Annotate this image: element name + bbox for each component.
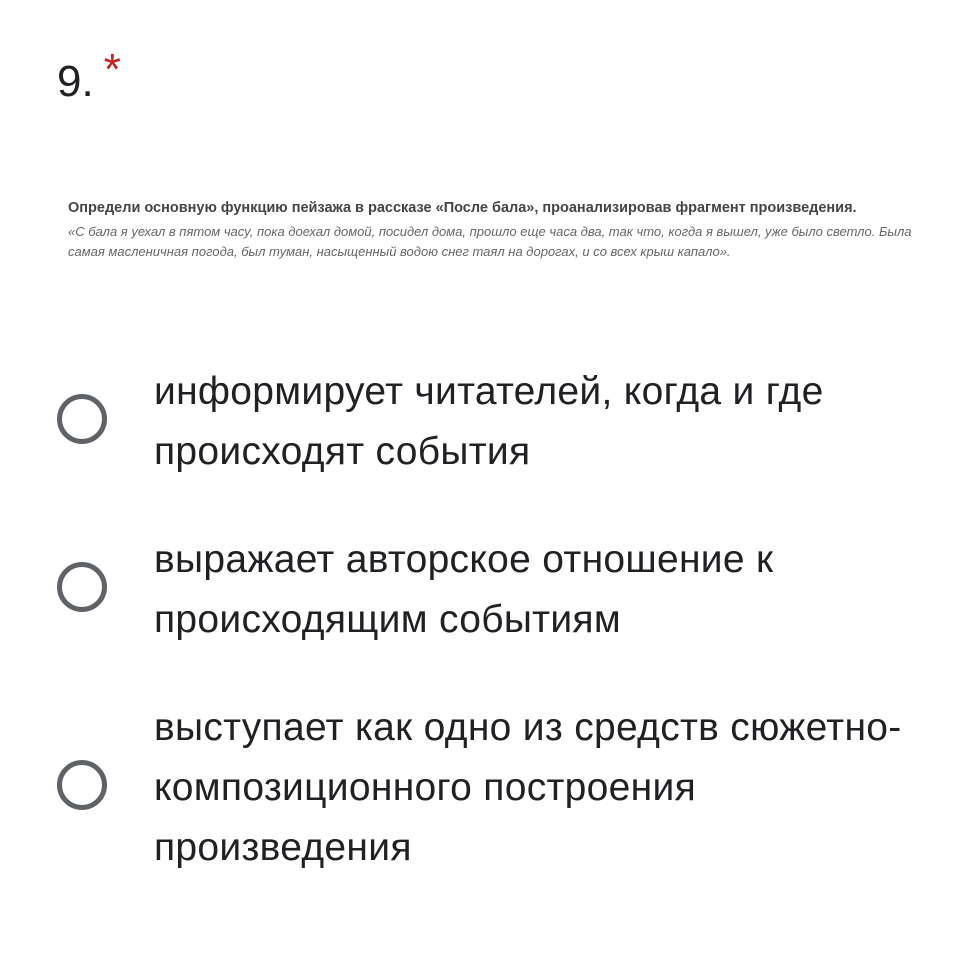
answer-option-3[interactable]: [0, 698, 972, 928]
answer-option-label-3[interactable]: выступает как одно из средств сюжетно-композиционного построения произведения: [154, 706, 902, 869]
radio-button-3[interactable]: [57, 760, 107, 810]
radio-button-2[interactable]: [57, 562, 107, 612]
answer-option-label-2[interactable]: выражает авторское отношение к происходящим событиям: [154, 538, 774, 641]
answer-option-2[interactable]: [0, 530, 972, 698]
question-quote: «С бала я уехал в пятом часу, пока доехал домой, посидел дома, прошло еще часа два, так что, когда я вышел, уже было светло. Была самая масленичная погода, был туман, насыщенный водою снег таял на дорогах, и со всех крыш капало».: [68, 224, 912, 259]
question-image: [68, 198, 928, 261]
question-number-text: 9.: [57, 57, 94, 106]
question-number: [57, 45, 121, 112]
answer-option-label-1[interactable]: информирует читателей, когда и где происходят события: [154, 370, 824, 473]
question-prompt: Определи основную функцию пейзажа в рассказе «После бала», проанализировав фрагмент произведения.: [68, 200, 857, 216]
answer-options: [0, 362, 972, 928]
required-star: *: [103, 45, 121, 94]
radio-button-1[interactable]: [57, 394, 107, 444]
answer-option-1[interactable]: [0, 362, 972, 530]
